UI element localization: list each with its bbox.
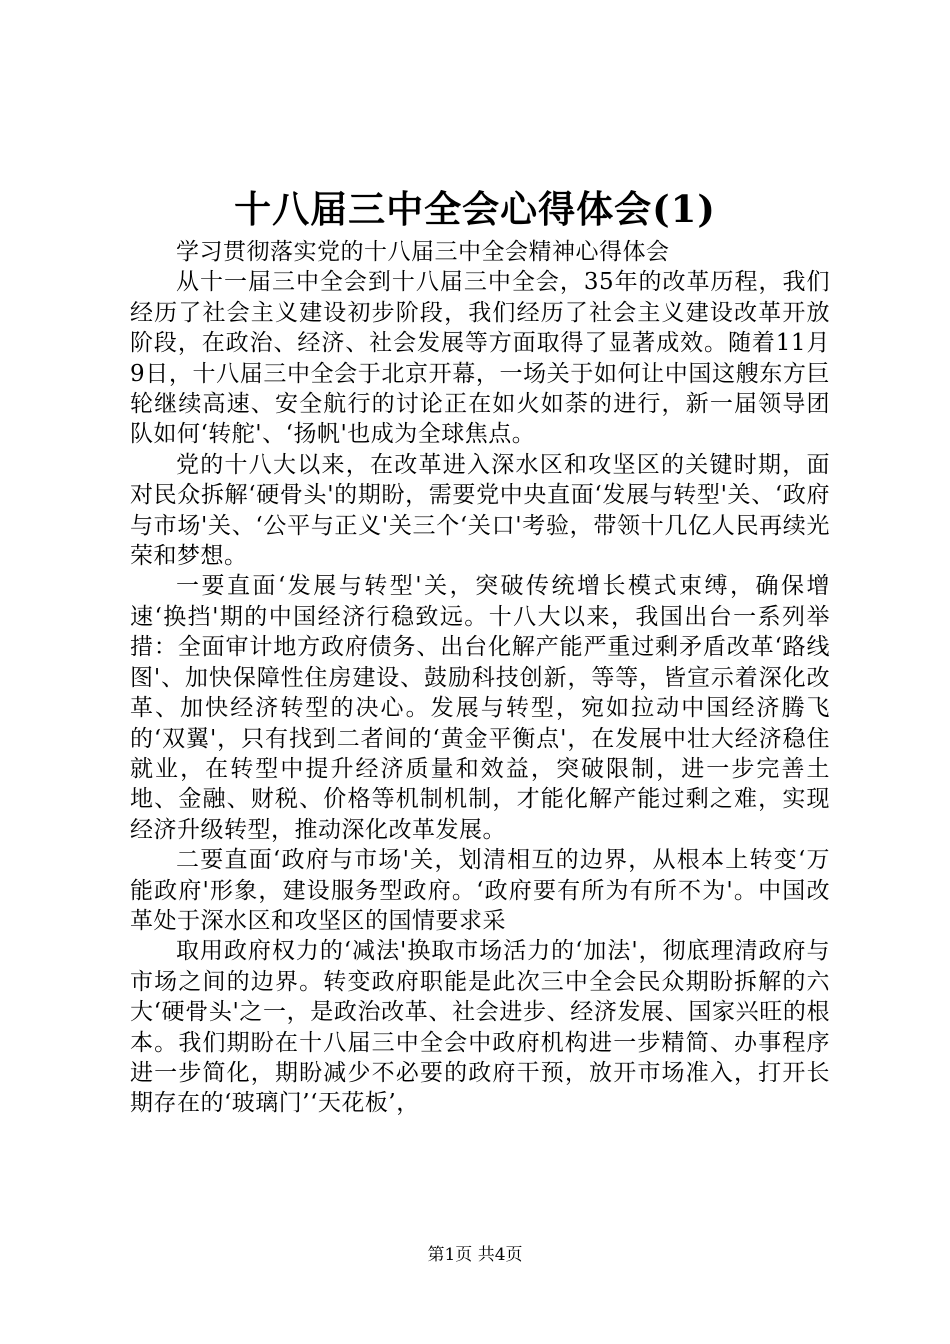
paragraph: 一要直面‘发展与转型'关，突破传统增长模式束缚，确保增速‘换挡'期的中国经济行稳致远。十八大以来，我国出台一系列举措：全面审计地方政府债务、出台化解产能严重过剩矛盾改革‘路线图'、加快保障性住房建设、鼓励科技创新，等等，皆宣示着深化改革、加快经济转型的决心。发展与转型，宛如拉动中国经济腾飞的‘双翼'，只有找到二者间的‘黄金平衡点'，在发展中壮大经济稳住就业，在转型中提升经济质量和效益，突破限制，进一步完善土地、金融、财税、价格等机制机制，才能化解产能过剩之难，实现经济升级转型，推动深化改革发展。	[130, 573, 830, 843]
paragraph: 党的十八大以来，在改革进入深水区和攻坚区的关键时期，面对民众拆解‘硬骨头'的期盼，需要党中央直面‘发展与转型'关、‘政府与市场'关、‘公平与正义'关三个‘关口'考验，带领十几亿人民再续光荣和梦想。	[130, 451, 830, 570]
paragraph: 从十一届三中全会到十八届三中全会，35年的改革历程，我们经历了社会主义建设初步阶段，我们经历了社会主义建设改革开放阶段，在政治、经济、社会发展等方面取得了显著成效。随着11月9日，十八届三中全会于北京开幕，一场关于如何让中国这艘东方巨轮继续高速、安全航行的讨论正在如火如荼的进行，新一届领导团队如何‘转舵'、‘扬帆'也成为全球焦点。	[130, 269, 830, 448]
document-title: 十八届三中全会心得体会(1)	[234, 187, 716, 231]
page-footer: 第1页 共4页	[427, 1245, 523, 1265]
paragraph: 取用政府权力的‘减法'换取市场活力的‘加法'，彻底理清政府与市场之间的边界。转变政府职能是此次三中全会民众期盼拆解的六大‘硬骨头'之一，是政治改革、社会进步、经济发展、国家兴旺的根本。我们期盼在十八届三中全会中政府机构进一步精简、办事程序进一步简化，期盼减少不必要的政府干预，放开市场准入，打开长期存在的‘玻璃门’‘天花板’，	[130, 938, 830, 1117]
document-body	[130, 237, 830, 1119]
subtitle-paragraph: 学习贯彻落实党的十八届三中全会精神心得体会	[176, 239, 670, 265]
paragraph: 二要直面‘政府与市场'关，划清相互的边界，从根本上转变‘万能政府'形象，建设服务型政府。‘政府要有所为有所不为'。中国改革处于深水区和攻坚区的国情要求采	[130, 847, 830, 934]
